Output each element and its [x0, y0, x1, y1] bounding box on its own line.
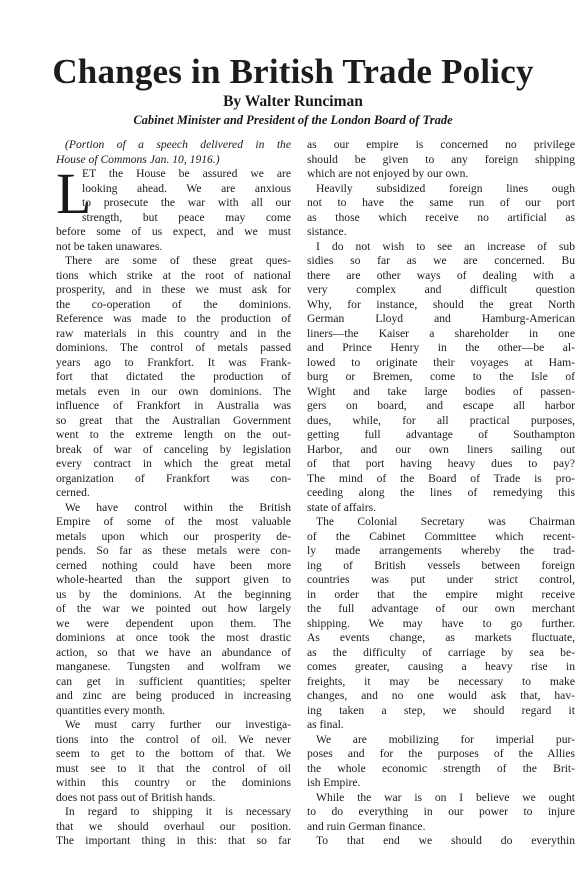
article-title: Changes in British Trade Policy: [52, 52, 534, 91]
text-line: organization of Frankfort was con-: [56, 471, 291, 485]
text-line: lowed to originate their voyages at Ham-: [307, 355, 575, 369]
text-line: ish Empire.: [307, 776, 361, 789]
text-line: so great that the Australian Government: [56, 413, 291, 427]
text-line: we were dependent upon them. The: [56, 616, 291, 630]
text-line: shipping. We may have to go further.: [307, 616, 575, 630]
text-line: cerned nothing could have been more: [56, 558, 291, 572]
intro-note-line: House of Commons Jan. 10, 1916.): [56, 152, 220, 166]
intro-note-line: (Portion of a speech delivered in the: [65, 138, 291, 151]
text-line: as the difficulty of carriage by sea be-: [307, 645, 575, 659]
text-line: Wight and take large bodies of passen-: [307, 384, 575, 398]
text-line: tions which strike at the root of national: [56, 268, 291, 282]
text-line: looking ahead. We are anxious: [82, 181, 291, 195]
text-line: us by the dominions. At the beginning: [56, 587, 291, 601]
text-line: changes, and no one would ask that, hav-: [307, 689, 575, 702]
text-line: Harbor, and our own liners sailing out: [307, 442, 575, 456]
text-line: to do everything in our power to injure: [307, 805, 575, 818]
text-line: seem to get to the bottom of that. We: [56, 747, 291, 760]
text-line: ceeding along the lines of remedying this: [307, 486, 575, 499]
text-line: as our empire is concerned no privilege: [307, 138, 575, 151]
text-line: German Lloyd and Hamburg-American: [307, 312, 575, 325]
text-line: ing taken a step, we should regard it: [307, 703, 575, 717]
left-column: [56, 138, 291, 849]
text-line: fort that dictated the production of: [56, 370, 291, 383]
text-line: gers on board, and escape all harbor: [307, 399, 575, 412]
text-line: metals upon which our prosperity de-: [56, 529, 291, 543]
text-line: can get in sufficient quantities; spelter: [56, 674, 291, 688]
text-line: pends. So far as these metals were con-: [56, 544, 291, 557]
text-line: as those which receive no artificial as: [307, 210, 575, 224]
text-line: Reference was made to the production of: [56, 312, 291, 325]
text-line: Why, for instance, should the great North: [307, 297, 575, 311]
text-line: sidies so far as we are concerned. Bu: [307, 254, 575, 267]
text-line: We must carry further our investiga-: [65, 718, 291, 731]
right-column: [307, 138, 575, 849]
text-line: comes greater, causing a heavy rise in: [307, 660, 575, 673]
text-line: To that end we should do everythin: [316, 834, 575, 847]
text-line: and ruin German finance.: [307, 819, 426, 833]
text-line: The important thing in this: that so far: [56, 834, 291, 847]
text-line: within this country or the dominions: [56, 776, 291, 789]
text-line: as final.: [307, 718, 344, 731]
text-line: the whole economic strength of the Brit-: [307, 761, 575, 775]
text-line: Heavily subsidized foreign lines ough: [316, 181, 575, 195]
text-line: dues, while, for all practical purposes,: [307, 413, 575, 427]
text-line: of the Cabinet Committee which recent-: [307, 529, 575, 543]
text-line: The mind of the Board of Trade is pro-: [307, 471, 575, 485]
text-line: As events change, as markets fluctuate,: [307, 631, 575, 644]
text-line: went to the extreme length on the out-: [56, 428, 291, 441]
text-line: While the war is on I believe we ought: [316, 790, 575, 804]
text-line: dominions. The control of metals passed: [56, 341, 291, 354]
text-line: metals even in our own dominions. The: [56, 384, 291, 398]
text-line: state of affairs.: [307, 500, 376, 514]
text-line: every contract in which the great metal: [56, 457, 291, 470]
author-affiliation: Cabinet Minister and President of the London Board of Trade: [133, 113, 453, 127]
text-line: influence of Frankfort in Australia was: [56, 399, 291, 412]
text-line: and zinc are being produced in increasing: [56, 689, 291, 702]
text-line: cerned.: [56, 486, 90, 499]
text-line: getting full advantage of Southampton: [307, 428, 575, 441]
text-line: not be taken unawares.: [56, 239, 163, 253]
text-line: break of war of canceling by legislation: [56, 442, 291, 456]
text-line: countries was put under strict control,: [307, 573, 575, 586]
text-line: quantities every month.: [56, 703, 166, 717]
text-line: prosperity, and in these we must ask for: [56, 283, 291, 296]
text-line: of that port having heavy dues to pay?: [307, 457, 575, 470]
text-line: There are some of these great ques-: [65, 254, 291, 267]
text-line: We are mobilizing for imperial pur-: [316, 732, 575, 746]
text-line: poses and for the purposes of the Allies: [307, 747, 575, 760]
text-line: not to have the same run of our port: [307, 196, 575, 209]
text-line: ET the House be assured we are: [82, 167, 291, 180]
text-line: ing of British vessels between foreign: [307, 558, 575, 572]
text-line: the full advantage of our own merchant: [307, 602, 575, 615]
text-line: burg or Bremen, come to the Isle of: [307, 370, 575, 383]
text-line: in order that the empire might receive: [307, 587, 575, 601]
text-line: years ago to Frankfort. It was Frank-: [56, 355, 291, 369]
text-line: The Colonial Secretary was Chairman: [316, 515, 575, 528]
text-line: the co-operation of the dominions.: [56, 297, 291, 311]
text-line: dominions at once took the most drastic: [56, 631, 291, 644]
text-line: We have control within the British: [65, 500, 291, 514]
text-line: which are not enjoyed by our own.: [307, 167, 469, 180]
text-line: liners—the Kaiser a shareholder in one: [307, 326, 575, 340]
text-line: should be given to any foreign shipping: [307, 152, 575, 166]
text-line: ly made arrangements whereby the trad-: [307, 544, 575, 557]
text-line: I do not wish to see an increase of sub: [316, 239, 575, 253]
text-line: sistance.: [307, 225, 347, 238]
text-line: that we should overhaul our position.: [56, 819, 291, 833]
text-line: of the war we pointed out how largely: [56, 602, 291, 615]
text-line: to prosecute the war with all our: [82, 196, 291, 209]
text-line: Empire of some of the most valuable: [56, 515, 291, 528]
text-line: strength, but peace may come: [82, 210, 291, 224]
text-line: there are other ways of dealing with a: [307, 268, 575, 282]
text-line: before some of us expect, and we must: [56, 225, 291, 238]
article-byline: By Walter Runciman: [223, 93, 363, 110]
text-line: tions into the control of oil. We never: [56, 732, 291, 746]
text-line: must see to it that the control of oil: [56, 761, 291, 775]
text-line: does not pass out of British hands.: [56, 790, 216, 804]
text-line: whole-hearted than the support given to: [56, 573, 291, 586]
text-line: very complex and difficult question: [307, 283, 575, 296]
text-line: and Prince Henry in the other—be al-: [307, 341, 575, 354]
text-line: action, so that we have an abundance of: [56, 645, 291, 659]
text-line: manganese. Tungsten and wolfram we: [56, 660, 291, 673]
text-line: freights, it may be necessary to make: [307, 674, 575, 688]
drop-cap: L: [56, 161, 92, 226]
text-line: In regard to shipping it is necessary: [65, 805, 291, 818]
text-line: raw materials in this country and in the: [56, 326, 291, 340]
